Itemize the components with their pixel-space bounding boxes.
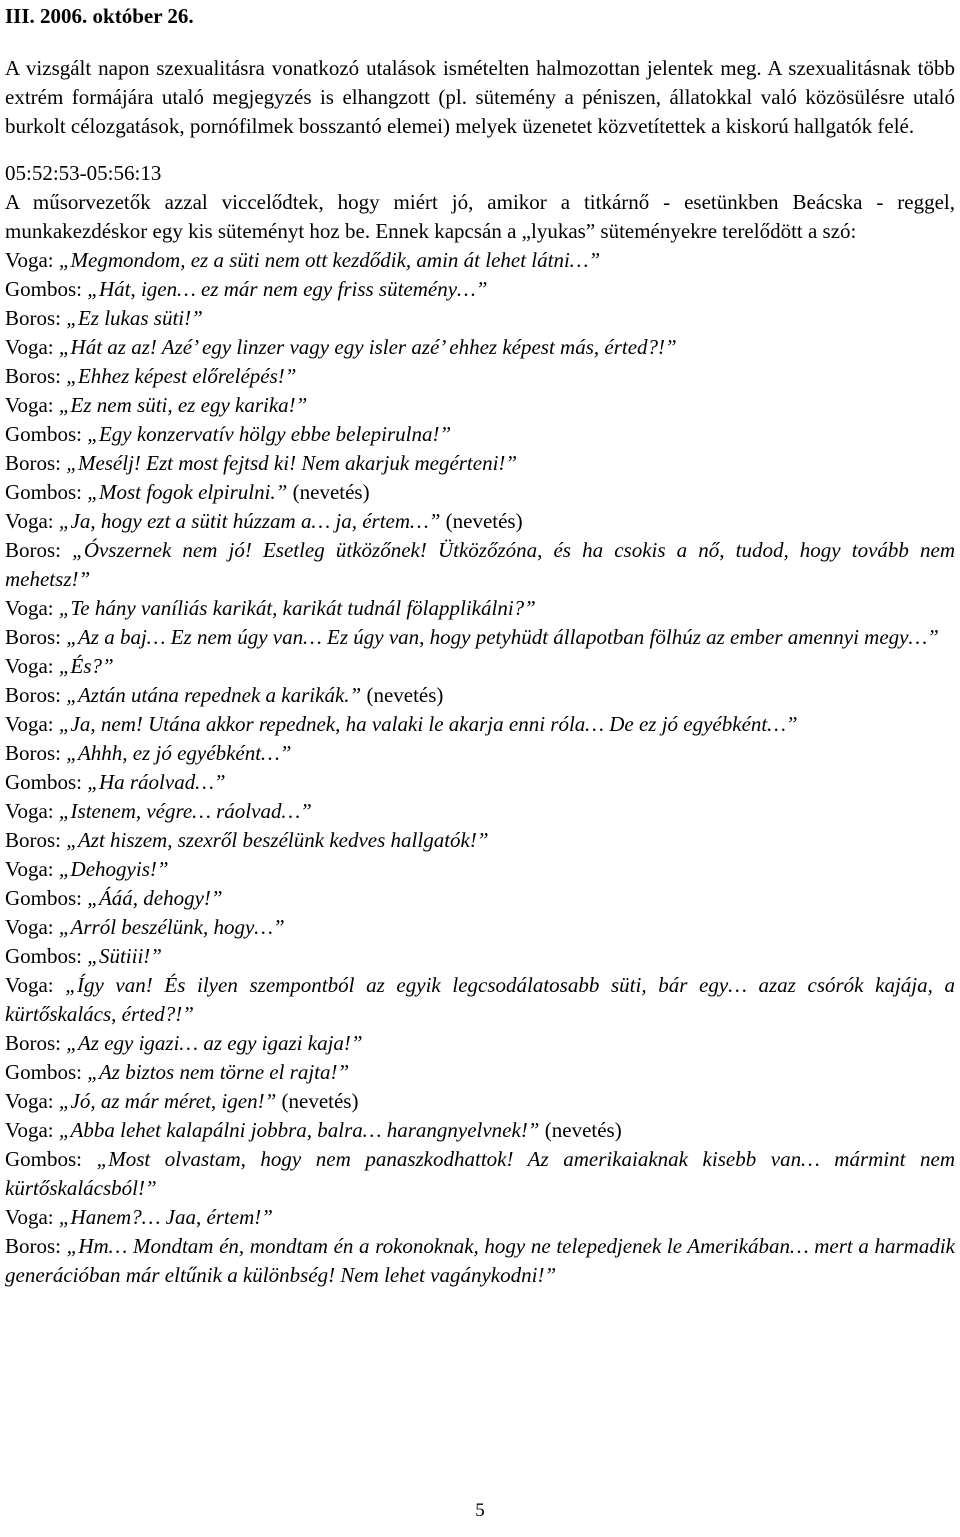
quote-text: „Azt hiszem, szexről beszélünk kedves hallgatók!”	[66, 828, 489, 852]
speaker-name: Gombos:	[5, 277, 83, 301]
dialogue-line	[5, 420, 955, 449]
dialogue-line	[5, 1232, 955, 1290]
quote-text: „Ha ráolvad…”	[87, 770, 226, 794]
quote-text: „Hanem?… Jaa, értem!”	[58, 1205, 273, 1229]
stage-note: (nevetés)	[292, 480, 370, 504]
speaker-name: Boros:	[5, 625, 62, 649]
intro-paragraph: A vizsgált napon szexualitásra vonatkozó utalások ismételten halmozottan jelentek meg. A szexualitásnak több extrém formájára utaló megjegyzés is elhangzott (pl. sütemény a péniszen, állatokkal való közösülésre utaló burkolt célozgatások, pornófilmek bosszantó elemei) melyek üzenetet közvetítettek a kiskorú hallgatók felé.	[5, 56, 955, 138]
quote-text: „Az a baj… Ez nem úgy van… Ez úgy van, hogy petyhüdt állapotban fölhúz az ember amennyi megy…”	[66, 625, 939, 649]
stage-note: (nevetés)	[445, 509, 523, 533]
speaker-name: Boros:	[5, 538, 62, 562]
dialogue-line	[5, 391, 955, 420]
dialogue-line	[5, 884, 955, 913]
quote-text: „Ez lukas süti!”	[66, 306, 203, 330]
speaker-name: Boros:	[5, 1234, 62, 1258]
speaker-name: Boros:	[5, 306, 62, 330]
speaker-name: Voga:	[5, 654, 54, 678]
dialogue-line	[5, 768, 955, 797]
dialogue-line	[5, 1116, 955, 1145]
stage-note: (nevetés)	[281, 1089, 359, 1113]
dialogue-line	[5, 1145, 955, 1203]
speaker-name: Voga:	[5, 973, 54, 997]
quote-text: „Most olvastam, hogy nem panaszkodhattok! Az amerikaiaknak kisebb van… mármint nem kürtőskalácsból!”	[5, 1147, 955, 1200]
dialogue-line	[5, 478, 955, 507]
stage-note: (nevetés)	[366, 683, 444, 707]
quote-text: „Ja, hogy ezt a sütit húzzam a… ja, értem…”	[58, 509, 441, 533]
dialogue-line	[5, 1203, 955, 1232]
dialogue-line	[5, 826, 955, 855]
speaker-name: Gombos:	[5, 1060, 83, 1084]
speaker-name: Boros:	[5, 1031, 62, 1055]
dialogue-line	[5, 333, 955, 362]
quote-text: „És?”	[58, 654, 114, 678]
timestamp: 05:52:53-05:56:13	[5, 161, 162, 185]
quote-text: „Megmondom, ez a süti nem ott kezdődik, amin át lehet látni…”	[58, 248, 601, 272]
quote-text: „Arról beszélünk, hogy…”	[58, 915, 285, 939]
speaker-name: Boros:	[5, 451, 62, 475]
dialogue-line	[5, 275, 955, 304]
dialogue-line	[5, 1058, 955, 1087]
quote-text: „Te hány vaníliás karikát, karikát tudnál fölapplikálni?”	[58, 596, 536, 620]
dialogue-line	[5, 971, 955, 1029]
quote-text: „Abba lehet kalapálni jobbra, balra… harangnyelvnek!”	[58, 1118, 540, 1142]
quote-text: „Aztán utána repednek a karikák.”	[66, 683, 362, 707]
quote-text: „Az biztos nem törne el rajta!”	[87, 1060, 350, 1084]
quote-text: „Hát az az! Azé’ egy linzer vagy egy isler azé’ ehhez képest más, érted?!”	[58, 335, 677, 359]
dialogue-line	[5, 913, 955, 942]
speaker-name: Gombos:	[5, 422, 83, 446]
dialogue-line	[5, 507, 955, 536]
quote-text: „Most fogok elpirulni.”	[87, 480, 288, 504]
section-heading: III. 2006. október 26.	[5, 4, 194, 28]
quote-text: „Így van! És ilyen szempontból az egyik legcsodálatosabb süti, bár egy… azaz csórók kajája, a kürtőskalács, érted?!”	[5, 973, 956, 1026]
quote-text: „Sütiii!”	[87, 944, 162, 968]
quote-text: „Ja, nem! Utána akkor repednek, ha valaki le akarja enni róla… De ez jó egyébként…”	[58, 712, 798, 736]
document-page	[5, 0, 955, 1290]
speaker-name: Voga:	[5, 857, 54, 881]
context-paragraph: A műsorvezetők azzal viccelődtek, hogy miért jó, amikor a titkárnő - esetünkben Beácska - reggel, munkakezdéskor egy kis süteményt hoz be. Ennek kapcsán a „lyukas” süteményekre terelődött a szó:	[5, 190, 955, 243]
speaker-name: Boros:	[5, 364, 62, 388]
speaker-name: Voga:	[5, 509, 54, 533]
dialogue-line	[5, 536, 955, 594]
quote-text: „Istenem, végre… ráolvad…”	[58, 799, 312, 823]
quote-text: „Ez nem süti, ez egy karika!”	[58, 393, 308, 417]
speaker-name: Gombos:	[5, 944, 83, 968]
quote-text: „Hm… Mondtam én, mondtam én a rokonoknak, hogy ne telepedjenek le Amerikában… mert a harmadik generációban már eltűnik a különbség! Nem lehet vagánykodni!”	[5, 1234, 956, 1287]
speaker-name: Gombos:	[5, 886, 83, 910]
speaker-name: Voga:	[5, 1089, 54, 1113]
quote-text: „Dehogyis!”	[58, 857, 169, 881]
speaker-name: Voga:	[5, 915, 54, 939]
dialogue-line	[5, 942, 955, 971]
dialogue-line	[5, 1087, 955, 1116]
dialogue-line	[5, 1029, 955, 1058]
dialogue-line	[5, 623, 955, 652]
dialogue-list	[5, 246, 955, 1290]
quote-text: „Az egy igazi… az egy igazi kaja!”	[66, 1031, 363, 1055]
quote-text: „Óvszernek nem jó! Esetleg ütközőnek! Ütközőzóna, és ha csokis a nő, tudod, hogy tovább nem mehetsz!”	[5, 538, 956, 591]
quote-text: „Mesélj! Ezt most fejtsd ki! Nem akarjuk megérteni!”	[66, 451, 518, 475]
speaker-name: Gombos:	[5, 1147, 83, 1171]
dialogue-line	[5, 797, 955, 826]
speaker-name: Voga:	[5, 393, 54, 417]
dialogue-line	[5, 652, 955, 681]
speaker-name: Gombos:	[5, 480, 83, 504]
stage-note: (nevetés)	[544, 1118, 622, 1142]
dialogue-line	[5, 739, 955, 768]
quote-text: „Ááá, dehogy!”	[87, 886, 223, 910]
speaker-name: Voga:	[5, 596, 54, 620]
speaker-name: Voga:	[5, 1205, 54, 1229]
speaker-name: Voga:	[5, 248, 54, 272]
speaker-name: Boros:	[5, 828, 62, 852]
dialogue-line	[5, 449, 955, 478]
speaker-name: Voga:	[5, 1118, 54, 1142]
speaker-name: Voga:	[5, 712, 54, 736]
speaker-name: Boros:	[5, 683, 62, 707]
quote-text: „Hát, igen… ez már nem egy friss sütemény…”	[87, 277, 488, 301]
dialogue-line	[5, 304, 955, 333]
dialogue-line	[5, 681, 955, 710]
dialogue-line	[5, 362, 955, 391]
dialogue-line	[5, 855, 955, 884]
quote-text: „Jó, az már méret, igen!”	[58, 1089, 277, 1113]
speaker-name: Gombos:	[5, 770, 83, 794]
quote-text: „Ehhez képest előrelépés!”	[66, 364, 297, 388]
speaker-name: Voga:	[5, 335, 54, 359]
speaker-name: Boros:	[5, 741, 62, 765]
speaker-name: Voga:	[5, 799, 54, 823]
dialogue-line	[5, 710, 955, 739]
page-number: 5	[475, 1500, 485, 1521]
quote-text: „Ahhh, ez jó egyébként…”	[66, 741, 292, 765]
dialogue-line	[5, 246, 955, 275]
dialogue-line	[5, 594, 955, 623]
quote-text: „Egy konzervatív hölgy ebbe belepirulna!”	[87, 422, 452, 446]
